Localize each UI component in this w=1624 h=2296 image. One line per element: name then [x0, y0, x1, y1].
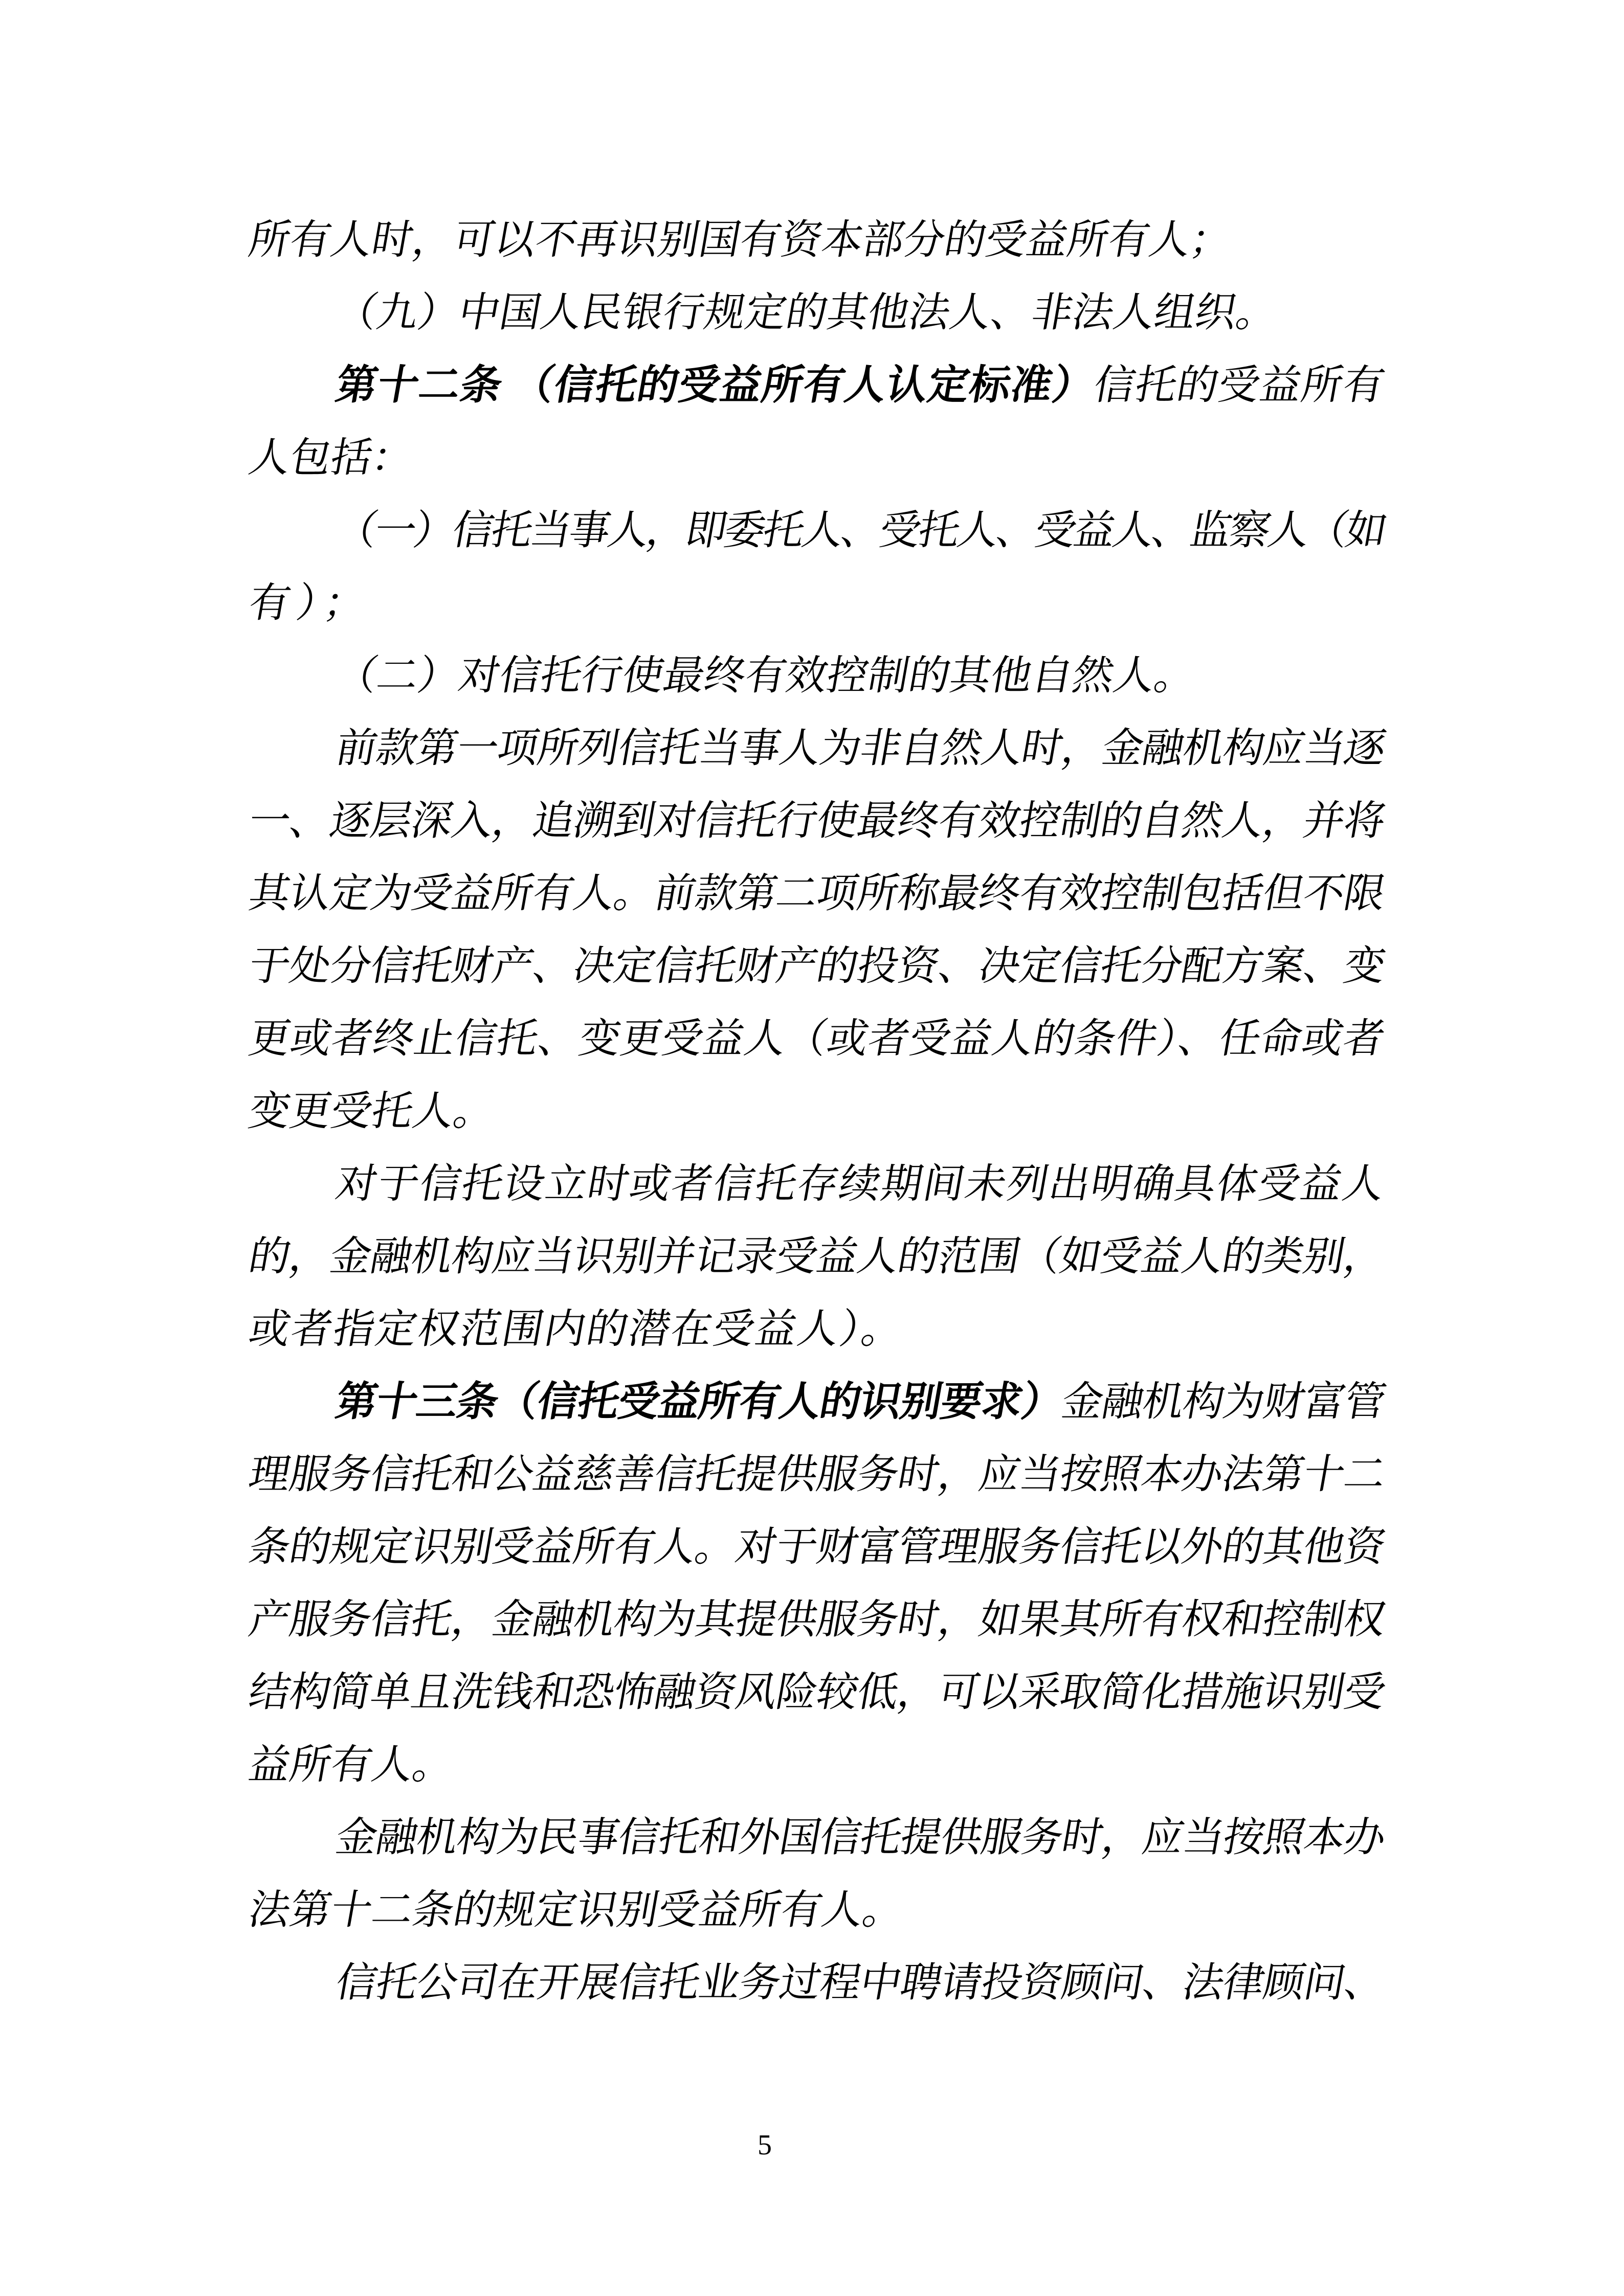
text-line: [243, 1148, 1391, 1221]
text-line: [243, 858, 1391, 930]
text-line-content: [246, 1234, 1389, 1279]
text-run: 所有人时，可以不再识别国有资本部分的受益所有人；: [245, 218, 1236, 263]
text-line-content: [246, 1597, 1389, 1642]
text-run: 金融机构为民事信托和外国信托提供服务时，应当按照本办: [332, 1815, 1389, 1860]
text-run: 理服务信托和公益慈善信托提供服务时，应当按照本办法第十二: [245, 1452, 1389, 1497]
text-line-content: [246, 1670, 1389, 1715]
text-run: 人包括：: [245, 436, 417, 481]
text-line-content: [246, 1017, 1389, 1062]
text-line: [243, 422, 1391, 494]
text-line-content: [246, 1452, 1389, 1497]
text-line: [243, 1802, 1391, 1874]
text-line: [243, 1729, 1391, 1802]
text-line-content: [246, 436, 417, 481]
text-line-content: [332, 1961, 1389, 2006]
text-line: [243, 712, 1391, 785]
text-line-content: [246, 1525, 1389, 1570]
text-line: [243, 930, 1391, 1003]
text-line-content: [332, 508, 1389, 553]
text-run: 更或者终止信托、变更受益人（或者受益人的条件）、任命或者: [245, 1017, 1389, 1062]
text-line-content: [246, 944, 1389, 989]
text-line-content: [332, 290, 1282, 335]
text-run: 变更受托人。: [245, 1089, 499, 1134]
text-run: 信托公司在开展信托业务过程中聘请投资顾问、法律顾问、: [332, 1961, 1389, 2006]
text-line-content: [246, 1888, 908, 1933]
text-line: [243, 1003, 1391, 1075]
text-line-content: [246, 871, 1389, 916]
page-number: 5: [758, 2129, 772, 2161]
text-run: 前款第一项所列信托当事人为非自然人时，金融机构应当逐: [332, 726, 1389, 771]
text-line-content: [246, 1307, 908, 1352]
text-run: 其认定为受益所有人。前款第二项所称最终有效控制包括但不限: [245, 871, 1389, 916]
text-run-bold: 第十二条 （信托的受益所有人认定标准）: [332, 363, 1099, 408]
text-line: [243, 277, 1391, 349]
text-line: [243, 567, 1391, 640]
text-line: [243, 785, 1391, 858]
text-line: [243, 1947, 1391, 2019]
text-run: 产服务信托，金融机构为其提供服务时，如果其所有权和控制权: [245, 1597, 1389, 1642]
text-run: 益所有人。: [245, 1743, 458, 1788]
text-run: 的，金融机构应当识别并记录受益人的范围（如受益人的类别，: [245, 1234, 1389, 1279]
text-run: 条的规定识别受益所有人。对于财富管理服务信托以外的其他资: [245, 1525, 1389, 1570]
text-line: [243, 494, 1391, 567]
text-run-bold: 第十三条（信托受益所有人的识别要求）: [332, 1380, 1066, 1425]
text-line: [243, 1075, 1391, 1148]
text-run: 有）；: [245, 581, 376, 626]
text-line-content: [246, 581, 376, 626]
text-line-content: [332, 1162, 1389, 1207]
text-line: [243, 1366, 1391, 1438]
text-line: [243, 1438, 1391, 1511]
text-line-content: [332, 363, 1389, 408]
text-line: [243, 1656, 1391, 1729]
text-line-content: [332, 726, 1389, 771]
text-line: [243, 349, 1391, 422]
text-line-content: [246, 799, 1389, 844]
text-run: 结构简单且洗钱和恐怖融资风险较低，可以采取简化措施识别受: [245, 1670, 1389, 1715]
text-run: 法第十二条的规定识别受益所有人。: [245, 1888, 908, 1933]
text-line-content: [246, 1089, 499, 1134]
text-run: 信托的受益所有: [1090, 363, 1389, 408]
text-line-content: [332, 1815, 1389, 1860]
text-run: 一、逐层深入，追溯到对信托行使最终有效控制的自然人，并将: [245, 799, 1389, 844]
text-line-content: [332, 1380, 1389, 1425]
text-line: [243, 1221, 1391, 1293]
text-line: [243, 1584, 1391, 1656]
text-line: [243, 1874, 1391, 1947]
text-run: （一）信托当事人，即委托人、受托人、受益人、监察人（如: [332, 508, 1389, 553]
text-run: 金融机构为财富管: [1058, 1380, 1389, 1425]
text-line-content: [332, 654, 1200, 699]
text-run: 对于信托设立时或者信托存续期间未列出明确具体受益人: [332, 1162, 1389, 1207]
text-line: [243, 1511, 1391, 1584]
text-run: 或者指定权范围内的潜在受益人）。: [245, 1307, 908, 1352]
text-line: [243, 204, 1391, 277]
text-line-content: [246, 218, 1236, 263]
text-line: [243, 1293, 1391, 1366]
text-line-content: [246, 1743, 458, 1788]
text-run: （二）对信托行使最终有效控制的其他自然人。: [332, 654, 1200, 699]
text-run: （九）中国人民银行规定的其他法人、非法人组织。: [332, 290, 1282, 335]
text-run: 于处分信托财产、决定信托财产的投资、决定信托分配方案、变: [245, 944, 1389, 989]
text-line: [243, 640, 1391, 712]
document-body: [245, 204, 1389, 2019]
